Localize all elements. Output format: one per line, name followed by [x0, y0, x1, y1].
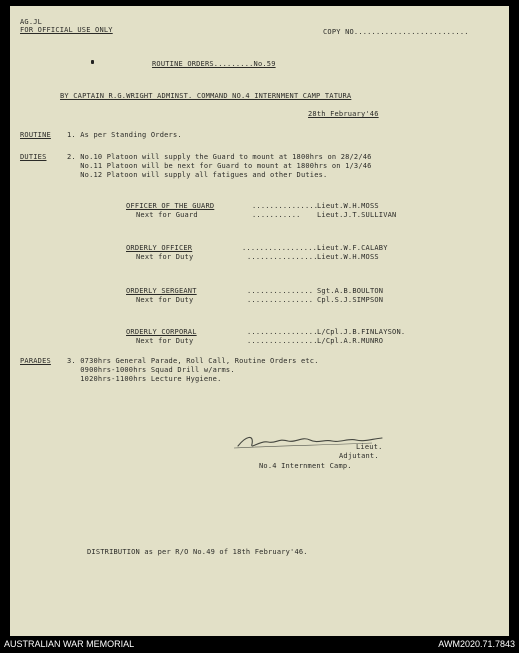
roster-name: Sgt.A.B.BOULTON	[317, 287, 384, 295]
classification-line: FOR OFFICIAL USE ONLY	[20, 26, 113, 34]
parades-line: 1020hrs-1100hrs Lecture Hygiene.	[67, 375, 222, 383]
footer-accession-number: AWM2020.71.7843	[438, 639, 515, 649]
orders-date: 28th February'46	[308, 110, 379, 118]
routine-text: 1. As per Standing Orders.	[67, 131, 182, 139]
roster-dots: ...............	[252, 202, 319, 210]
roster-dots: ................	[247, 328, 318, 336]
footer-institution: AUSTRALIAN WAR MEMORIAL	[4, 639, 135, 649]
roster-role: OFFICER OF THE GUARD	[126, 202, 215, 210]
roster-next-name: Lieut.J.T.SULLIVAN	[317, 211, 397, 219]
duties-line: No.12 Platoon will supply all fatigues and other Duties.	[67, 171, 328, 179]
reference-code: AG.JL	[20, 18, 43, 26]
routine-heading: ROUTINE	[20, 131, 51, 139]
roster-next-name: Lieut.W.H.MOSS	[317, 253, 379, 261]
roster-dots: ................	[247, 337, 318, 345]
signatory-role: Adjutant.	[339, 452, 379, 460]
roster-dots: ................	[247, 253, 318, 261]
roster-dots: ..................	[242, 244, 322, 252]
signatory-rank: Lieut.	[356, 443, 383, 451]
roster-dots: ...............	[247, 287, 314, 295]
parades-line: 0900hrs-1000hrs Squad Drill w/arms.	[67, 366, 235, 374]
signatory-unit: No.4 Internment Camp.	[259, 462, 352, 470]
orders-title: ROUTINE ORDERS.........No.59	[152, 60, 276, 68]
distribution-line: DISTRIBUTION as per R/O No.49 of 18th February'46.	[87, 548, 308, 556]
document-page	[10, 6, 509, 636]
roster-name: Lieut.W.H.MOSS	[317, 202, 379, 210]
duties-line: 2. No.10 Platoon will supply the Guard to mount at 1800hrs on 28/2/46	[67, 153, 372, 161]
roster-next-name: L/Cpl.A.R.MUNRO	[317, 337, 384, 345]
orders-byline: BY CAPTAIN R.G.WRIGHT ADMINST. COMMAND NO.4 INTERNMENT CAMP TATURA	[60, 92, 352, 100]
roster-next-label: Next for Guard	[136, 211, 198, 219]
roster-name: Lieut.W.F.CALABY	[317, 244, 388, 252]
roster-next-label: Next for Duty	[136, 253, 194, 261]
copy-number: COPY NO..........................	[323, 28, 469, 36]
roster-role: ORDERLY OFFICER	[126, 244, 193, 252]
roster-dots: ...............	[247, 296, 314, 304]
roster-name: L/Cpl.J.B.FINLAYSON.	[317, 328, 406, 336]
roster-next-name: Cpl.S.J.SIMPSON	[317, 296, 384, 304]
roster-role: ORDERLY CORPORAL	[126, 328, 197, 336]
roster-next-label: Next for Duty	[136, 337, 194, 345]
parades-line: 3. 0730hrs General Parade, Roll Call, Routine Orders etc.	[67, 357, 319, 365]
roster-role: ORDERLY SERGEANT	[126, 287, 197, 295]
roster-dots: ...........	[252, 211, 301, 219]
parades-heading: PARADES	[20, 357, 51, 365]
duties-heading: DUTIES	[20, 153, 47, 161]
ink-mark	[91, 60, 94, 64]
roster-next-label: Next for Duty	[136, 296, 194, 304]
duties-line: No.11 Platoon will be next for Guard to mount at 1800hrs on 1/3/46	[67, 162, 372, 170]
